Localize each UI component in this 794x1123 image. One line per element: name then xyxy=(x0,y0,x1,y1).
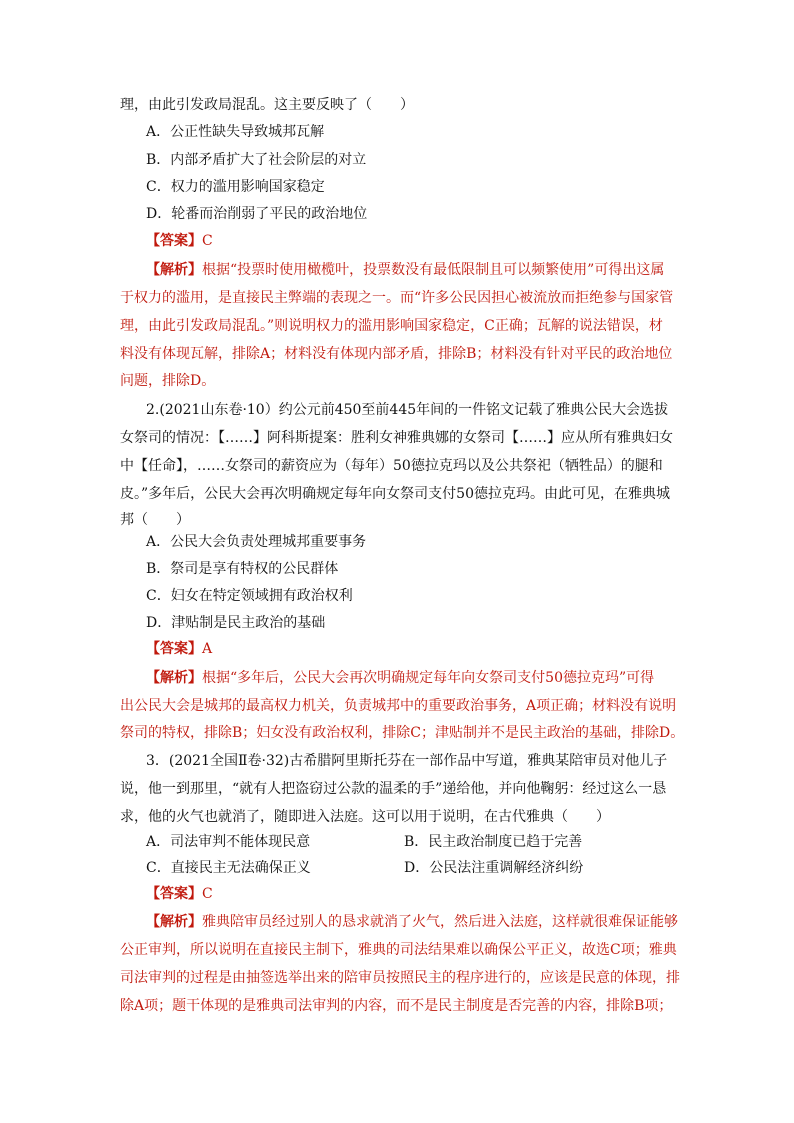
q1-option-d: D．轮番而治削弱了平民的政治地位 xyxy=(146,206,368,222)
q2-stem-line: 女祭司的情况：【……】阿科斯提案：胜利女神雅典娜的女祭司【……】应从所有雅典妇女 xyxy=(120,430,673,446)
q2-analysis-line: 祭司的特权，排除B；妇女没有政治权利，排除C；津贴制并不是民主政治的基础，排除D。 xyxy=(120,725,685,741)
q3-answer xyxy=(146,880,706,908)
analysis-label: 【解析】 xyxy=(146,914,202,930)
q3-analysis-line: 司法审判的过程是由抽签选举出来的陪审员按照民主的程序进行的，应该是民意的体现，排 xyxy=(120,970,680,986)
q1-analysis-line: 理，由此引发政局混乱。”则说明权力的滥用影响国家稳定，C正确；瓦解的说法错误，材 xyxy=(120,318,663,334)
q2-analysis-line: 【解析】根据“多年后，公民大会再次明确规定每年向女祭司支付50德拉克玛”可得 xyxy=(146,670,655,686)
answer-value: C xyxy=(202,233,213,249)
q2-option-a: A．公民大会负责处理城邦重要事务 xyxy=(146,534,367,550)
q3-option-c: C．直接民主无法确保正义 xyxy=(146,860,311,876)
q2-stem-line: 中【任命】，……女祭司的薪资应为（每年）50德拉克玛以及公共祭祀（牺牲品）的腿和 xyxy=(120,458,663,474)
q2-option-c: C．妇女在特定领域拥有政治权利 xyxy=(146,588,353,604)
q1-option-b: B．内部矛盾扩大了社会阶层的对立 xyxy=(146,152,367,168)
q3-analysis-line: 公正审判，所以说明在直接民主制下，雅典的司法结果难以确保公平正义，故选C项；雅典 xyxy=(120,942,677,958)
q2-option-d: D．津贴制是民主政治的基础 xyxy=(146,615,326,631)
q2-analysis-line: 出公民大会是城邦的最高权力机关，负责城邦中的重要政治事务，A项正确；材料没有说明 xyxy=(120,698,677,714)
answer-label: 【答案】 xyxy=(146,641,202,657)
answer-label: 【答案】 xyxy=(146,886,202,902)
q2-stem-line: 皮。”多年后，公民大会再次明确规定每年向女祭司支付50德拉克玛。由此可见，在雅典城 xyxy=(120,486,670,502)
q1-option-a: A．公正性缺失导致城邦瓦解 xyxy=(146,124,325,140)
analysis-label: 【解析】 xyxy=(146,262,202,278)
q3-option-d: D．公民法注重调解经济纠纷 xyxy=(404,860,584,876)
answer-value: A xyxy=(202,641,213,657)
q3-analysis-line: 【解析】雅典陪审员经过别人的恳求就消了火气，然后进入法庭，这样就很难保证能够 xyxy=(146,914,678,930)
q2-stem-line: 2.(2021山东卷·10）约公元前450至前445年间的一件铭文记载了雅典公民大会选拔 xyxy=(146,402,669,418)
q3-stem-line: 3．(2021全国Ⅱ卷·32)古希腊阿里斯托芬在一部作品中写道，雅典某陪审员对他儿子 xyxy=(146,753,668,769)
q1-analysis-line: 于权力的滥用，是直接民主弊端的表现之一。而“许多公民因担心被流放而拒绝参与国家管 xyxy=(120,290,674,306)
analysis-label: 【解析】 xyxy=(146,670,202,686)
q3-analysis-line: 除A项；题干体现的是雅典司法审判的内容，而不是民主制度是否完善的内容，排除B项； xyxy=(120,998,673,1014)
q3-option-b: B．民主政治制度已趋于完善 xyxy=(404,834,583,850)
q2-option-b: B．祭司是享有特权的公民群体 xyxy=(146,561,339,577)
q1-option-c: C．权力的滥用影响国家稳定 xyxy=(146,179,325,195)
q1-analysis-line: 【解析】根据“投票时使用橄榄叶，投票数没有最低限制且可以频繁使用”可得出这属 xyxy=(146,262,665,278)
answer-value: C xyxy=(202,886,213,902)
q1-analysis-line: 问题，排除D。 xyxy=(120,373,216,389)
q2-stem-line: 邦（ ） xyxy=(120,512,190,528)
q1-analysis-line: 料没有体现瓦解，排除A；材料没有体现内部矛盾，排除B；材料没有针对平民的政治地位 xyxy=(120,346,673,362)
q3-stem-line: 求，他的火气也就消了，随即进入法庭。这可以用于说明，在古代雅典（ ） xyxy=(120,809,610,825)
q1-answer xyxy=(146,227,706,255)
q2-answer xyxy=(146,635,706,663)
q3-option-a: A．司法审判不能体现民意 xyxy=(146,834,311,850)
answer-label: 【答案】 xyxy=(146,233,202,249)
q3-stem-line: 说，他一到那里，“就有人把盗窃过公款的温柔的手”递给他，并向他鞠躬：经过这么一恳 xyxy=(120,781,667,797)
q1-stem: 理，由此引发政局混乱。这主要反映了（ ） xyxy=(120,97,414,113)
